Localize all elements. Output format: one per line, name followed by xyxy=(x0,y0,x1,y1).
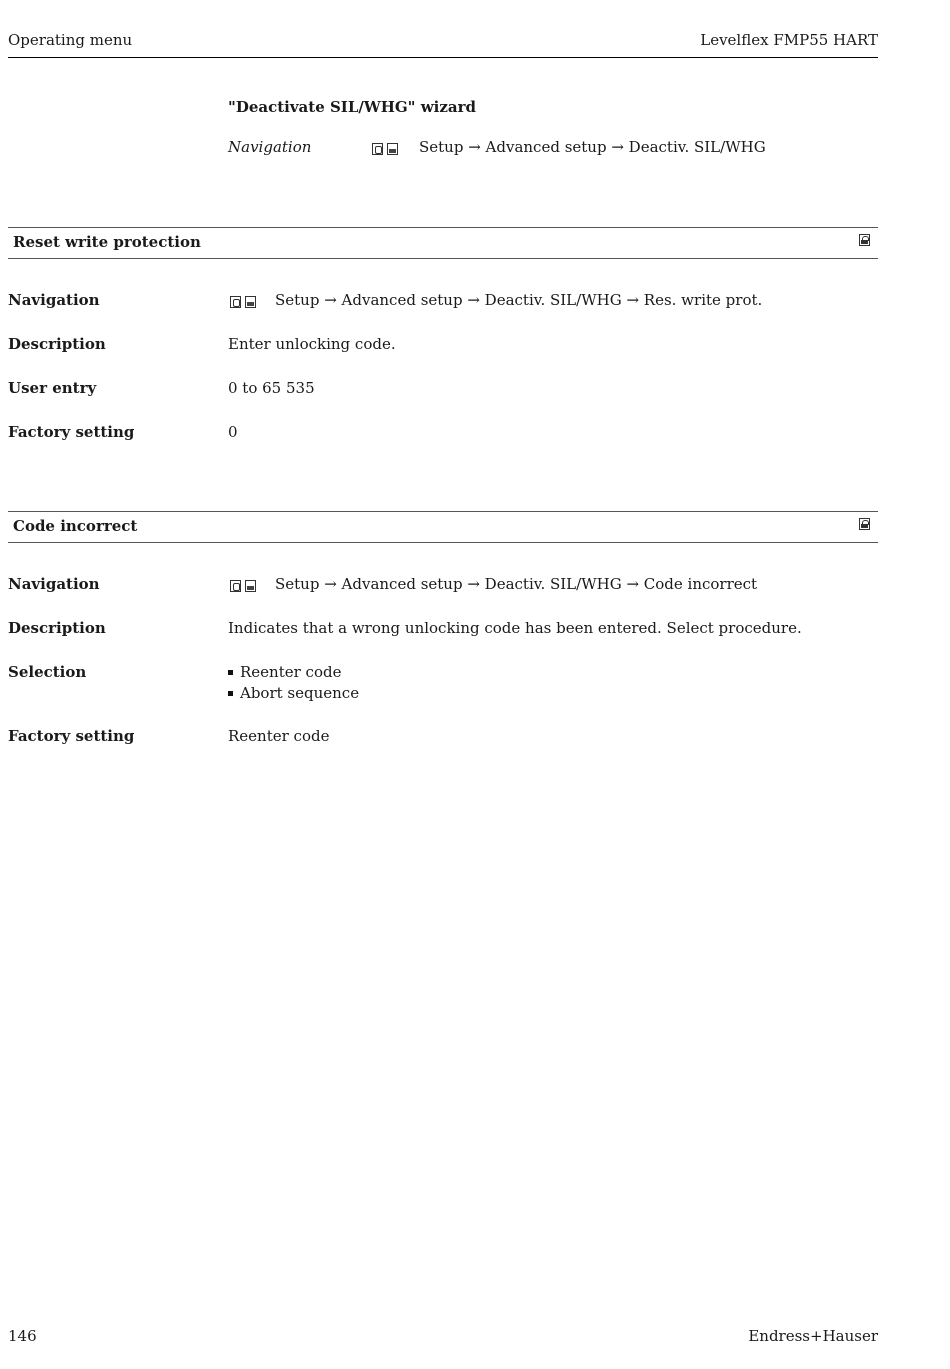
bullet-icon xyxy=(228,691,233,696)
page-number: 146 xyxy=(8,1327,37,1345)
display-key-icon xyxy=(245,296,256,308)
list-item xyxy=(228,662,359,683)
description-label: Description xyxy=(8,335,106,353)
operating-key-icon xyxy=(230,296,241,308)
navigation-label: Navigation xyxy=(8,575,100,593)
lock-icon xyxy=(859,518,870,530)
operating-key-icon xyxy=(230,580,241,592)
wizard-navigation-path: Setup → Advanced setup → Deactiv. SIL/WHG xyxy=(419,138,766,156)
selection-label: Selection xyxy=(8,663,87,681)
description-text: Indicates that a wrong unlocking code has been entered. Select procedure. xyxy=(228,619,802,637)
footer-brand: Endress+Hauser xyxy=(748,1327,878,1345)
list-item xyxy=(228,683,359,704)
navigation-icons xyxy=(230,575,260,594)
navigation-path: Setup → Advanced setup → Deactiv. SIL/WHG → Res. write prot. xyxy=(275,291,763,309)
factory-setting-value: Reenter code xyxy=(228,727,330,745)
header-section-title: Operating menu xyxy=(8,31,133,49)
description-text: Enter unlocking code. xyxy=(228,335,396,353)
wizard-navigation-icons xyxy=(372,138,402,157)
section-title: Code incorrect xyxy=(13,517,138,535)
selection-option: Abort sequence xyxy=(240,684,360,702)
operating-key-icon xyxy=(372,143,383,155)
section-header-code-incorrect xyxy=(8,511,878,543)
factory-setting-label: Factory setting xyxy=(8,727,135,745)
description-label: Description xyxy=(8,619,106,637)
navigation-label: Navigation xyxy=(8,291,100,309)
section-header-reset-write-protection xyxy=(8,227,878,259)
section-title: Reset write protection xyxy=(13,233,201,251)
user-entry-value: 0 to 65 535 xyxy=(228,379,315,397)
selection-list xyxy=(228,662,359,704)
factory-setting-value: 0 xyxy=(228,423,238,441)
header-product-name: Levelflex FMP55 HART xyxy=(700,31,878,49)
factory-setting-label: Factory setting xyxy=(8,423,135,441)
header-rule xyxy=(8,57,878,58)
selection-option: Reenter code xyxy=(240,663,342,681)
wizard-title: "Deactivate SIL/WHG" wizard xyxy=(228,98,476,116)
user-entry-label: User entry xyxy=(8,379,97,397)
navigation-path: Setup → Advanced setup → Deactiv. SIL/WHG → Code incorrect xyxy=(275,575,758,593)
display-key-icon xyxy=(245,580,256,592)
display-key-icon xyxy=(387,143,398,155)
bullet-icon xyxy=(228,670,233,675)
wizard-navigation-label: Navigation xyxy=(228,138,312,156)
lock-icon xyxy=(859,234,870,246)
navigation-icons xyxy=(230,291,260,310)
